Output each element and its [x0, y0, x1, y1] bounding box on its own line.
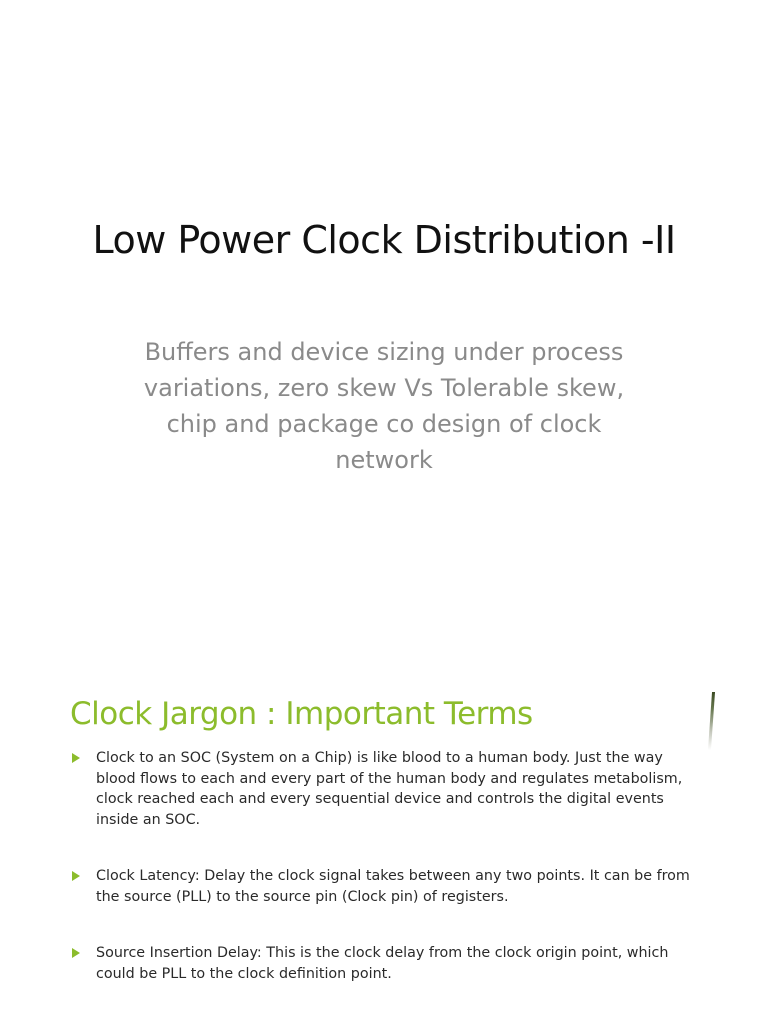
page-title: Low Power Clock Distribution -II: [92, 218, 676, 262]
triangle-bullet-icon: [72, 871, 80, 881]
slide-edge-mark: [708, 692, 715, 750]
triangle-bullet-icon: [72, 753, 80, 763]
bullet-item-soc: [70, 748, 690, 830]
bullet-item-insertion-delay: [70, 943, 690, 984]
bullet-text: Source Insertion Delay: This is the clock delay from the clock origin point, which could be PLL to the clock definition point.: [96, 945, 669, 982]
page-subtitle: Buffers and device sizing under process variations, zero skew Vs Tolerable skew, chip and package co design of clock network: [143, 338, 625, 474]
content-slide: [0, 640, 768, 1024]
triangle-bullet-icon: [72, 948, 80, 958]
bullet-item-latency: [70, 866, 690, 907]
slide-heading: Clock Jargon : Important Terms: [70, 696, 533, 732]
bullet-list: [70, 748, 690, 984]
bullet-text: Clock Latency: Delay the clock signal takes between any two points. It can be from the source (PLL) to the source pin (Clock pin) of registers.: [96, 868, 690, 905]
bullet-text: Clock to an SOC (System on a Chip) is like blood to a human body. Just the way blood flows to each and every part of the human body and regulates metabolism, clock reached each and every sequential device and controls the digital events inside an SOC.: [96, 750, 683, 828]
